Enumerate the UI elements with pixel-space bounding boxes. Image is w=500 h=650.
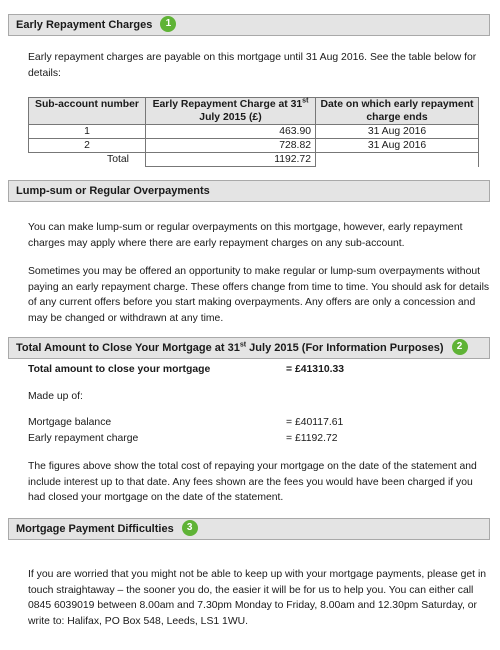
erc-intro-text: Early repayment charges are payable on this mortgage until 31 Aug 2016. See the table below for details: <box>28 52 477 79</box>
step-badge-1: 1 <box>160 16 176 32</box>
cell-sub-account: 1 <box>29 125 146 139</box>
section-title: Early Repayment Charges <box>16 19 153 31</box>
overpayments-paragraph-1: You can make lump-sum or regular overpayments on this mortgage, however, early repayment charges may apply where there are early repayment charges on any sub-account. <box>28 222 463 249</box>
mortgage-balance-value: = £40117.61 <box>286 417 344 428</box>
section-title: Total Amount to Close Your Mortgage at 31st July 2015 (For Information Purposes) <box>16 341 444 354</box>
section-title: Mortgage Payment Difficulties <box>16 523 174 535</box>
early-repayment-charge-label: Early repayment charge <box>28 433 139 444</box>
mortgage-balance-label: Mortgage balance <box>28 417 112 428</box>
cell-date: 31 Aug 2016 <box>316 139 479 153</box>
table-header-row <box>29 98 479 125</box>
table-total-row <box>29 153 479 167</box>
section-header-total-amount-to-close <box>8 337 490 359</box>
header-charge: Early Repayment Charge at 31st July 2015 (£) <box>146 98 316 125</box>
close-explanation-paragraph: The figures above show the total cost of repaying your mortgage on the date of the statement and include interest up to that date. Any fees shown are the fees you would have been charged if you had closed your mortgage on the date of the statement. <box>28 461 477 503</box>
step-badge-3: 3 <box>182 520 198 536</box>
section-header-payment-difficulties <box>8 518 490 540</box>
section-header-early-repayment-charges <box>8 14 490 36</box>
section-title: Lump-sum or Regular Overpayments <box>16 185 210 197</box>
cell-charge: 728.82 <box>146 139 316 153</box>
total-to-close-value: = £41310.33 <box>286 364 345 375</box>
early-repayment-table <box>28 97 479 167</box>
made-up-of-label: Made up of: <box>28 391 83 402</box>
cell-blank <box>316 153 479 167</box>
early-repayment-charge-value: = £1192.72 <box>286 433 338 444</box>
cell-total-value: 1192.72 <box>146 153 316 167</box>
step-badge-2: 2 <box>452 339 468 355</box>
cell-total-label: Total <box>29 153 146 167</box>
total-to-close-label: Total amount to close your mortgage <box>28 364 211 375</box>
table-row <box>29 139 479 153</box>
cell-sub-account: 2 <box>29 139 146 153</box>
cell-charge: 463.90 <box>146 125 316 139</box>
difficulties-paragraph: If you are worried that you might not be able to keep up with your mortgage payments, please get in touch straightaway – the sooner you do, the easier it will be for us to help you. You can either call 0845 6039019 between 8.00am and 7.30pm Monday to Friday, 8.00am and 12.30pm Saturday, or write to: Halifax, PO Box 548, Leeds, LS1 1WU. <box>28 569 487 627</box>
cell-date: 31 Aug 2016 <box>316 125 479 139</box>
section-header-overpayments <box>8 180 490 202</box>
header-date-ends: Date on which early repayment charge ends <box>316 98 479 125</box>
table-row <box>29 125 479 139</box>
overpayments-paragraph-2: Sometimes you may be offered an opportunity to make regular or lump-sum overpayments without paying an early repayment charge. These offers change from time to time. You should ask for details of any current offers before you start making overpayments. Any offers are only a concession and may be changed or withdrawn at any time. <box>28 266 490 324</box>
header-sub-account: Sub-account number <box>29 98 146 125</box>
